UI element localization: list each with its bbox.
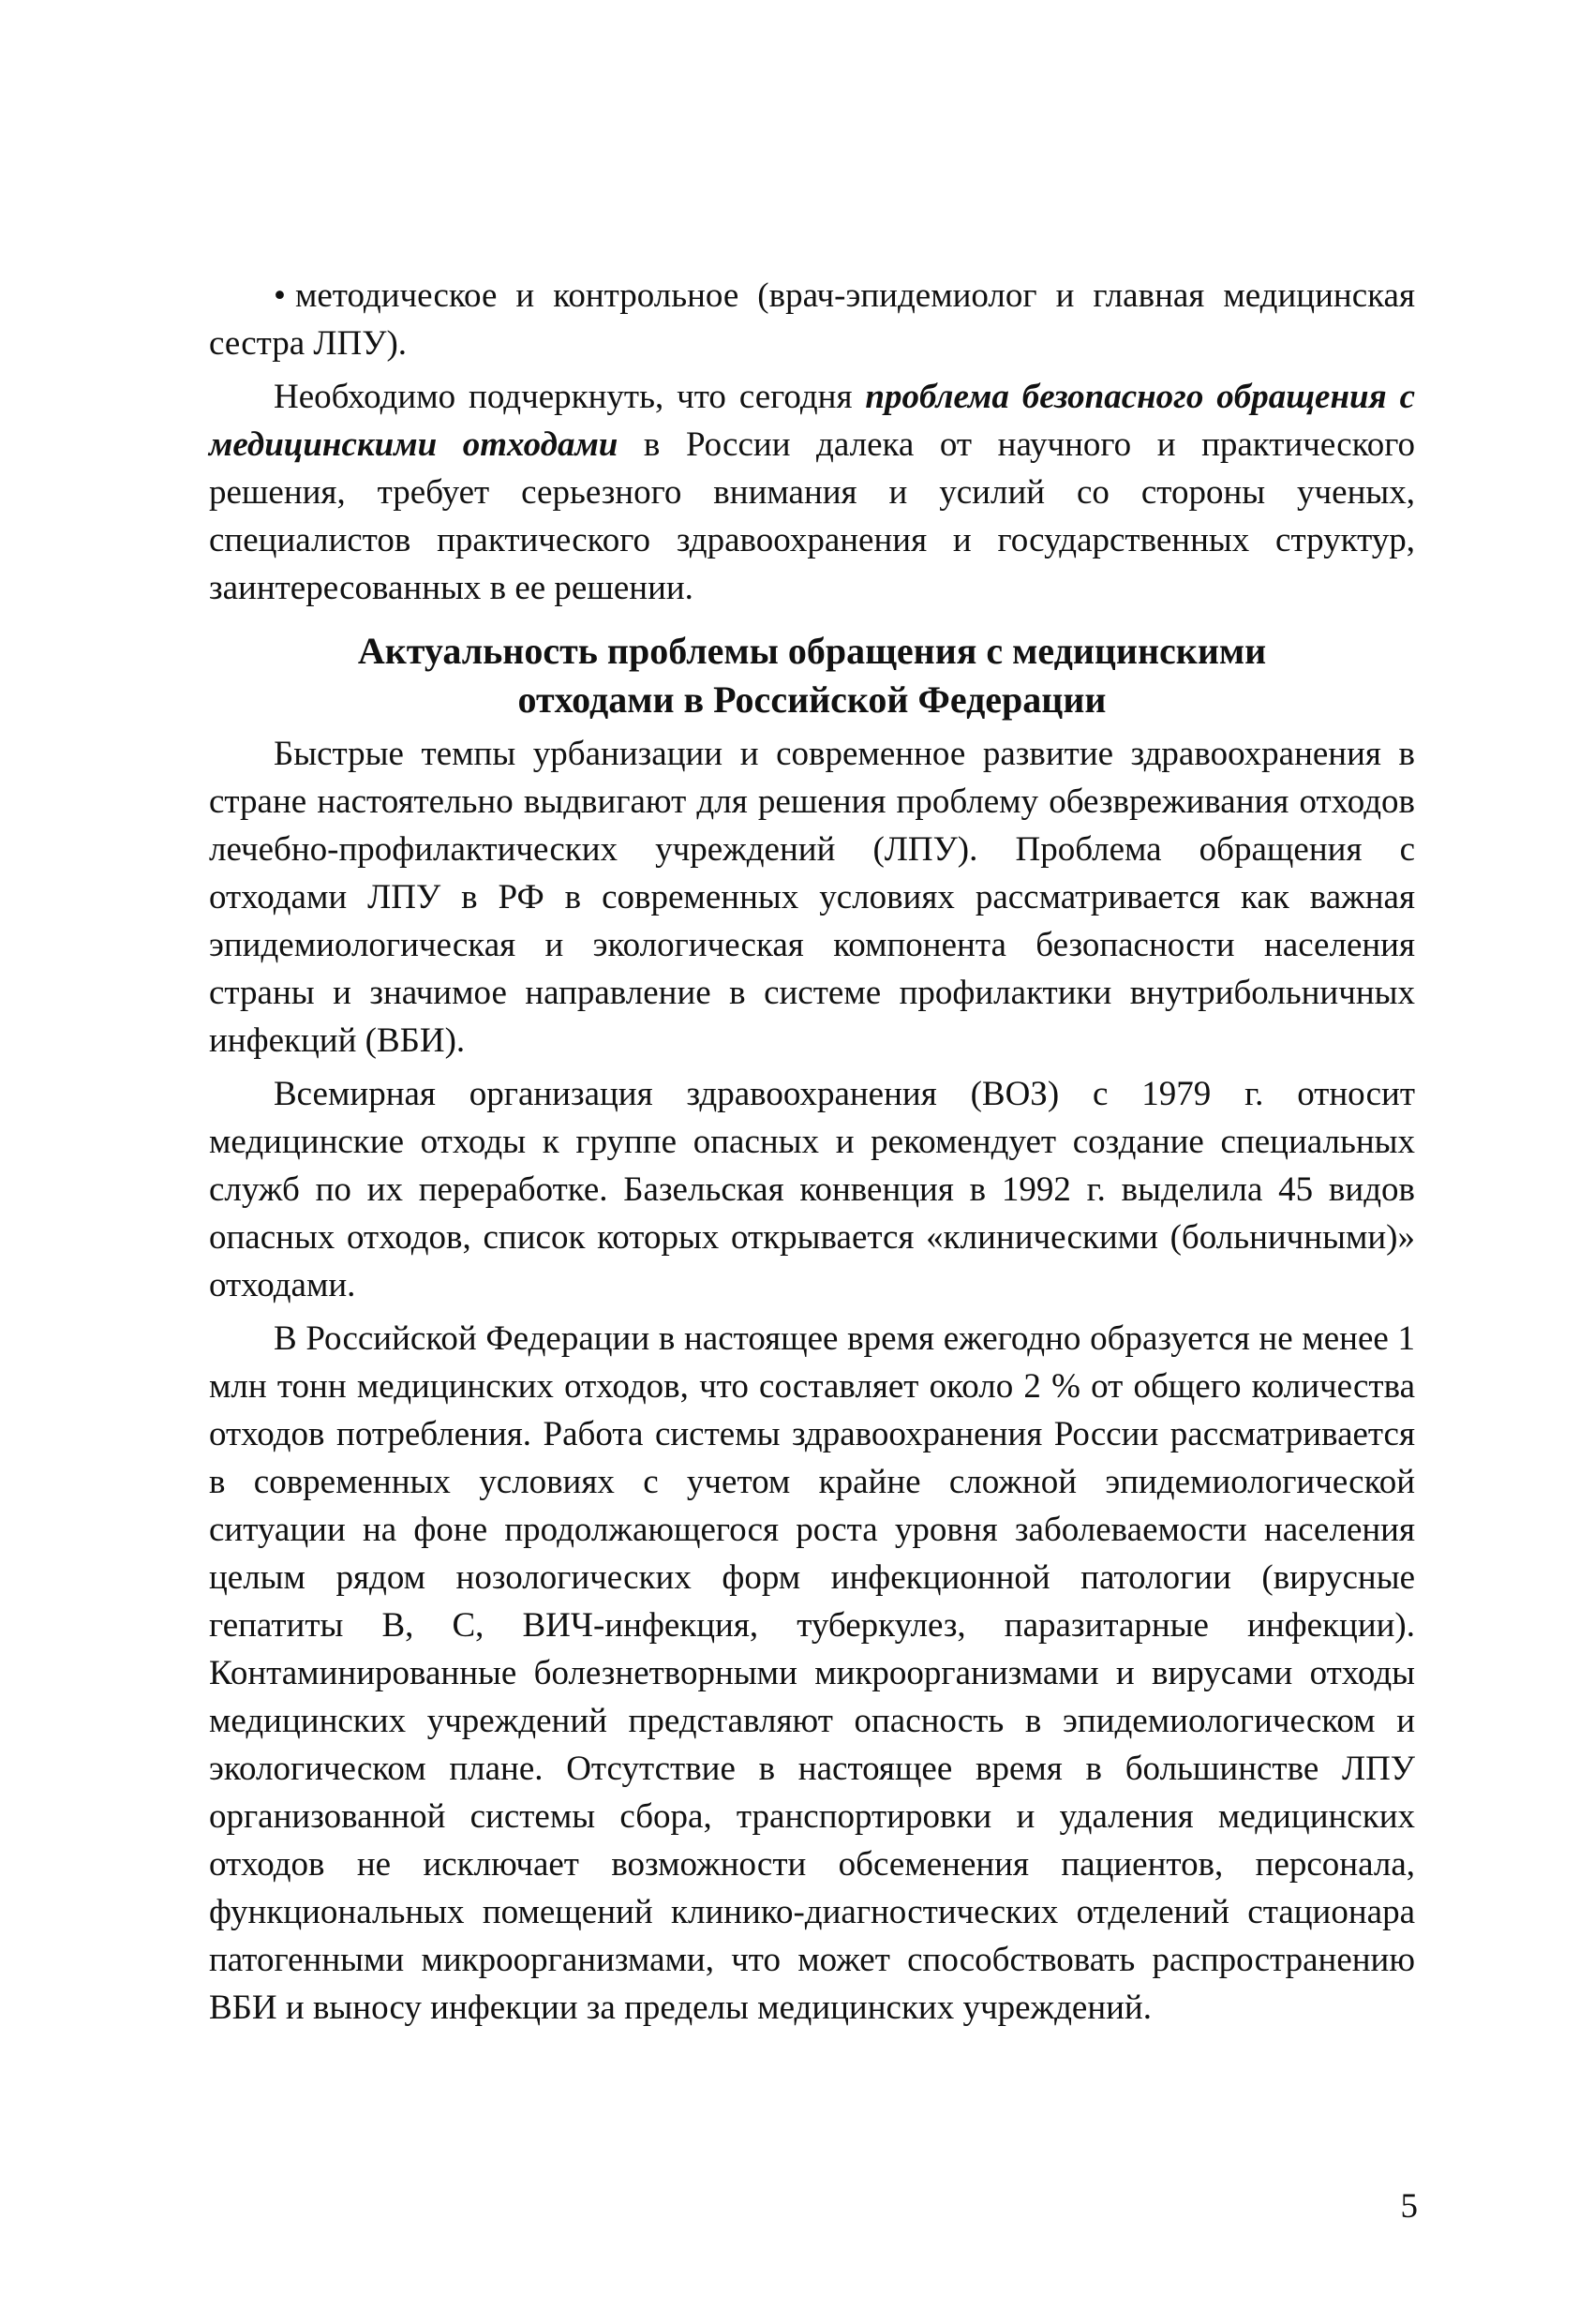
paragraph-1-before: Необходимо подчеркнуть, что сегодня <box>274 378 866 416</box>
paragraph-3: Всемирная организация здравоохранения (ВОЗ) с 1979 г. относит медицинские отходы к группе опасных и рекомендует создание специальных служб по их переработке. Базельская конвенция в 1992 г. выделила 45 видов опасных отходов, список которых открывается «клиническими (больничными)» отходами. <box>209 1075 1415 1304</box>
bullet-marker: • <box>274 276 286 315</box>
paragraph-1-after: в России далека от научного и практического решения, требует серьезного внимания и усилий со стороны ученых, специалистов практического здравоохранения и государственных структур, заинтересованных в ее решении. <box>209 425 1415 607</box>
paragraph-1-emphasis: проблема безопасного обращения с медицинскими отходами <box>209 378 1415 464</box>
page-body <box>209 272 1415 2037</box>
paragraph-2: Быстрые темпы урбанизации и современное развитие здравоохранения в стране настоятельно выдвигают для решения проблему обезвреживания отходов лечебно-профилактических учреждений (ЛПУ). Проблема обращения с отходами ЛПУ в РФ в современных условиях рассматривается как важная эпидемиологическая и экологическая компонента безопасности населения страны и значимое направление в системе профилактики внутрибольничных инфекций (ВБИ). <box>209 735 1415 1060</box>
section-heading-line-2: отходами в Российской Федерации <box>517 678 1107 721</box>
paragraph-4: В Российской Федерации в настоящее время ежегодно образуется не менее 1 млн тонн медицинских отходов, что составляет около 2 % от общего количества отходов потребления. Работа системы здравоохранения России рассматривается в современных условиях с учетом крайне сложной эпидемиологической ситуации на фоне продолжающегося роста уровня заболеваемости населения целым рядом нозологических форм инфекционной патологии (вирусные гепатиты В, С, ВИЧ-инфекция, туберкулез, паразитарные инфекции). Контаминированные болезнетворными микроорганизмами и вирусами отходы медицинских учреждений представляют опасность в эпидемиологическом и экологическом плане. Отсутствие в настоящее время в большинстве ЛПУ организованной системы сбора, транспортировки и удаления медицинских отходов не исключает возможности обсеменения пациентов, персонала, функциональных помещений клинико-диагностических отделений стационара патогенными микроорганизмами, что может способствовать распространению ВБИ и выносу инфекции за пределы медицинских учреждений. <box>209 1319 1415 2027</box>
paragraph-1 <box>209 373 1415 612</box>
page-number: 5 <box>1400 2187 1418 2226</box>
bullet-item <box>209 272 1415 367</box>
section-heading-line-1: Актуальность проблемы обращения с медицинскими <box>357 630 1267 672</box>
section-heading <box>209 627 1415 724</box>
bullet-text: методическое и контрольное (врач-эпидемиолог и главная медицинская сестра ЛПУ). <box>209 276 1415 363</box>
